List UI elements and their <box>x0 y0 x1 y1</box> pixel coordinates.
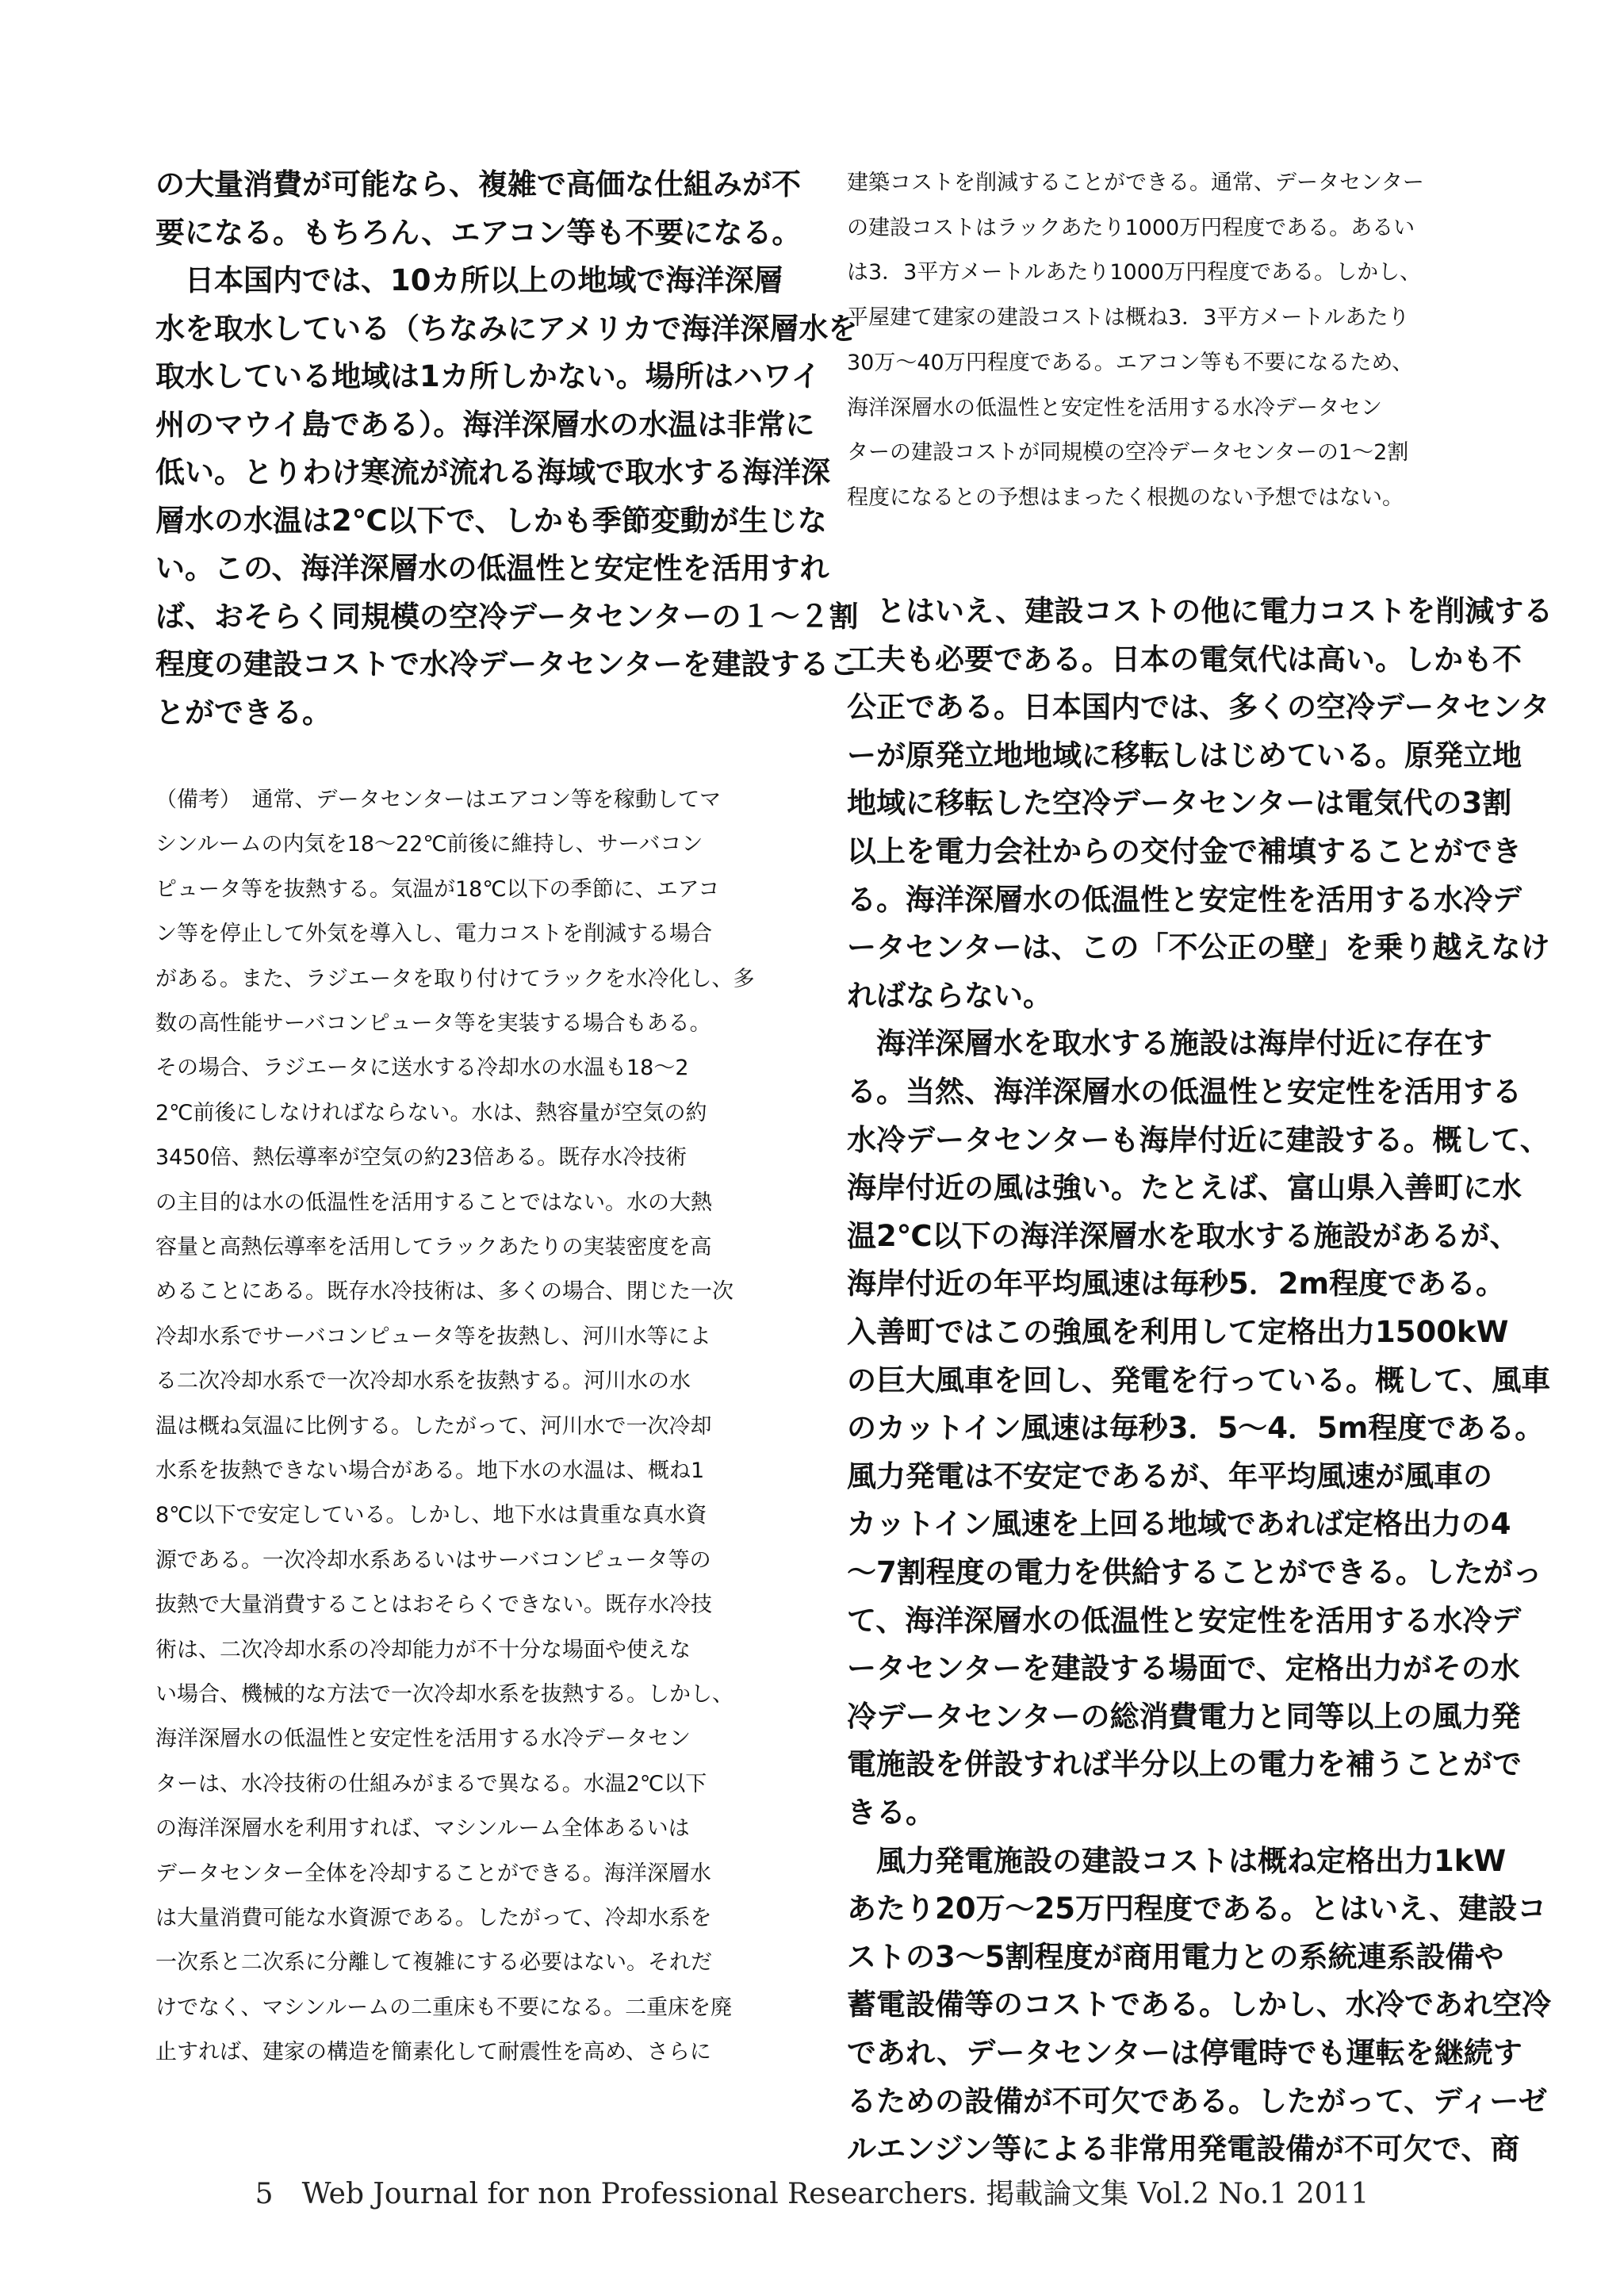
body-text-line: ータセンターは、この「不公正の壁」を乗り越えなけ <box>847 930 1550 965</box>
body-text-line: きる。 <box>847 1796 935 1830</box>
body-text-line: 以上を電力会社からの交付金で補填することができ <box>847 834 1522 868</box>
body-text-line: 海岸付近の年平均風速は毎秒5．2m程度である。 <box>847 1267 1506 1301</box>
note-text-line: 術は、二次冷却水系の冷却能力が不十分な場面や使えな <box>155 1637 691 1662</box>
note-text-line: 建築コストを削減することができる。通常、データセンター <box>847 171 1424 195</box>
note-text-line: 水系を抜熱できない場合がある。地下水の水温は、概ね1 <box>155 1458 705 1483</box>
note-text-line: の主目的は水の低温性を活用することではない。水の大熱 <box>155 1190 712 1215</box>
body-text-line: 入善町ではこの強風を利用して定格出力1500kW <box>847 1315 1509 1349</box>
body-text-line: るための設備が不可欠である。したがって、ディーゼ <box>847 2083 1548 2118</box>
note-text-line: は3．3平方メートルあたり1000万円程度である。しかし、 <box>847 260 1422 286</box>
body-text-line: 州のマウイ島である）。海洋深層水の水温は非常に <box>155 407 815 442</box>
note-text-line: その場合、ラジエータに送水する冷却水の水温も18～2 <box>155 1056 689 1081</box>
body-text-line: ルエンジン等による非常用発電設備が不可欠で、商 <box>847 2132 1520 2167</box>
body-text-line: ータセンターを建設する場面で、定格出力がその水 <box>847 1651 1520 1686</box>
note-text-line: シンルームの内気を18～22℃前後に維持し、サーバコン <box>155 832 703 857</box>
body-text-line: カットイン風速を上回る地域であれば定格出力の4 <box>847 1507 1511 1542</box>
note-text-line: 2℃前後にしなければならない。水は、熱容量が空気の約 <box>155 1100 707 1125</box>
body-text-line: 風力発電施設の建設コストは概ね定格出力1kW <box>847 1843 1507 1878</box>
body-text-line: ーが原発立地地域に移転しはじめている。原発立地 <box>847 738 1522 772</box>
note-text-line: ターは、水冷技術の仕組みがまるで異なる。水温2℃以下 <box>155 1771 707 1796</box>
note-text-line: 海洋深層水の低温性と安定性を活用する水冷データセン <box>847 395 1382 420</box>
note-text-line: の建設コストはラックあたり1000万円程度である。あるい <box>847 215 1415 240</box>
body-text-line: 層水の水温は2℃以下で、しかも季節変動が生じな <box>155 503 827 538</box>
note-text-line: がある。また、ラジエータを取り付けてラックを水冷化し、多 <box>155 966 755 991</box>
note-text-line: 8℃以下で安定している。しかし、地下水は貴重な真水資 <box>155 1503 707 1528</box>
body-text-line: る。海洋深層水の低温性と安定性を活用する水冷デ <box>847 882 1522 917</box>
page-footer: 5 Web Journal for non Professional Researchers. 掲載論文集 Vol.2 No.1 2011 <box>255 2178 1369 2210</box>
body-text-line: ればならない。 <box>847 978 1052 1013</box>
body-text-line: る。当然、海洋深層水の低温性と安定性を活用する <box>847 1075 1522 1109</box>
note-text-line: 容量と高熱伝導率を活用してラックあたりの実装密度を高 <box>155 1235 712 1259</box>
note-text-line: 源である。一次冷却水系あるいはサーバコンピュータ等の <box>155 1547 711 1573</box>
body-text-line: あたり20万～25万円程度である。とはいえ、建設コ <box>847 1892 1547 1926</box>
note-text-line: は大量消費可能な水資源である。したがって、冷却水系を <box>155 1906 712 1930</box>
body-text-line: 工夫も必要である。日本の電気代は高い。しかも不 <box>847 642 1522 677</box>
note-text-line: 抜熱で大量消費することはおそらくできない。既存水冷技 <box>155 1593 712 1618</box>
body-text-line: 冷データセンターの総消費電力と同等以上の風力発 <box>847 1699 1521 1734</box>
body-text-line: のカットイン風速は毎秒3．5～4．5m程度である。 <box>847 1411 1545 1446</box>
note-text-line: 平屋建て建家の建設コストは概ね3．3平方メートルあたり <box>847 305 1410 331</box>
note-text-line: 30万～40万円程度である。エアコン等も不要になるため、 <box>847 350 1414 375</box>
note-text-line: 止すれば、建家の構造を簡素化して耐震性を高め、さらに <box>155 2040 711 2065</box>
body-text-line: 水を取水している（ちなみにアメリカで海洋深層水を <box>155 311 858 346</box>
body-text-line: 風力発電は不安定であるが、年平均風速が風車の <box>847 1458 1492 1493</box>
body-text-line: 公正である。日本国内では、多くの空冷データセンタ <box>847 690 1550 725</box>
body-text-line: 程度の建設コストで水冷データセンターを建設するこ <box>155 647 859 681</box>
note-text-line: ターの建設コストが同規模の空冷データセンターの1～2割 <box>847 440 1409 466</box>
body-text-line: て、海洋深層水の低温性と安定性を活用する水冷デ <box>847 1603 1522 1638</box>
body-text-line: 水冷データセンターも海岸付近に建設する。概して、 <box>847 1122 1549 1157</box>
body-text-line: ば、おそらく同規模の空冷データセンターの１～２割 <box>155 599 859 634</box>
body-text-line: 海洋深層水を取水する施設は海岸付近に存在す <box>847 1026 1492 1061</box>
note-text-line: ピュータ等を抜熱する。気温が18℃以下の季節に、エアコ <box>155 876 720 902</box>
note-text-line: 程度になるとの予想はまったく根拠のない予想ではない。 <box>847 485 1404 510</box>
body-text-line: 取水している地域は1カ所しかない。場所はハワイ <box>155 359 821 393</box>
note-text-line: い場合、機械的な方法で一次冷却水系を抜熱する。しかし、 <box>155 1682 733 1707</box>
note-text-line: 海洋深層水の低温性と安定性を活用する水冷データセン <box>155 1727 691 1752</box>
body-text-line: ストの3～5割程度が商用電力との系統連系設備や <box>847 1939 1504 1974</box>
note-text-line: データセンター全体を冷却することができる。海洋深層水 <box>155 1861 711 1886</box>
body-text-line: であれ、データセンターは停電時でも運転を継続す <box>847 2036 1522 2070</box>
note-text-line: 冷却水系でサーバコンピュータ等を抜熱し、河川水等によ <box>155 1324 711 1349</box>
note-text-line: る二次冷却水系で一次冷却水系を抜熱する。河川水の水 <box>155 1369 691 1394</box>
note-text-line: ン等を停止して外気を導入し、電力コストを削減する場合 <box>155 922 712 947</box>
body-text-line: 地域に移転した空冷データセンターは電気代の3割 <box>847 786 1512 821</box>
body-text-line: の巨大風車を回し、発電を行っている。概して、風車 <box>847 1363 1551 1397</box>
note-text-line: めることにある。既存水冷技術は、多くの場合、閉じた一次 <box>155 1279 733 1305</box>
body-text-line: とができる。 <box>155 695 331 730</box>
body-text-line: 電施設を併設すれば半分以上の電力を補うことがで <box>847 1747 1522 1782</box>
body-text-line: い。この、海洋深層水の低温性と安定性を活用すれ <box>155 551 829 585</box>
note-text-line: 数の高性能サーバコンピュータ等を実装する場合もある。 <box>155 1011 711 1036</box>
note-text-line: 3450倍、熱伝導率が空気の約23倍ある。既存水冷技術 <box>155 1145 688 1171</box>
body-text-line: ～7割程度の電力を供給することができる。したがっ <box>847 1555 1542 1589</box>
body-text-line: の大量消費が可能なら、複雑で高価な仕組みが不 <box>155 167 801 201</box>
body-text-line: 蓄電設備等のコストである。しかし、水冷であれ空冷 <box>847 1987 1551 2022</box>
body-text-line: 海岸付近の風は強い。たとえば、富山県入善町に水 <box>847 1171 1522 1205</box>
body-text-line: 要になる。もちろん、エアコン等も不要になる。 <box>155 215 802 250</box>
note-text-line: 温は概ね気温に比例する。したがって、河川水で一次冷却 <box>155 1413 712 1439</box>
note-text-line: （備考） 通常、データセンターはエアコン等を稼動してマ <box>155 788 722 812</box>
body-text-line: 低い。とりわけ寒流が流れる海域で取水する海洋深 <box>155 455 830 489</box>
note-text-line: の海洋深層水を利用すれば、マシンルーム全体あるいは <box>155 1816 690 1842</box>
body-text-line: 温2℃以下の海洋深層水を取水する施設があるが、 <box>847 1218 1519 1253</box>
body-text-line: 日本国内では、10カ所以上の地域で海洋深層 <box>155 263 783 297</box>
note-text-line: けでなく、マシンルームの二重床も不要になる。二重床を廃 <box>155 1995 733 2020</box>
body-text-line: とはいえ、建設コストの他に電力コストを削減する <box>847 594 1553 628</box>
note-text-line: 一次系と二次系に分離して複雑にする必要はない。それだ <box>155 1950 712 1976</box>
